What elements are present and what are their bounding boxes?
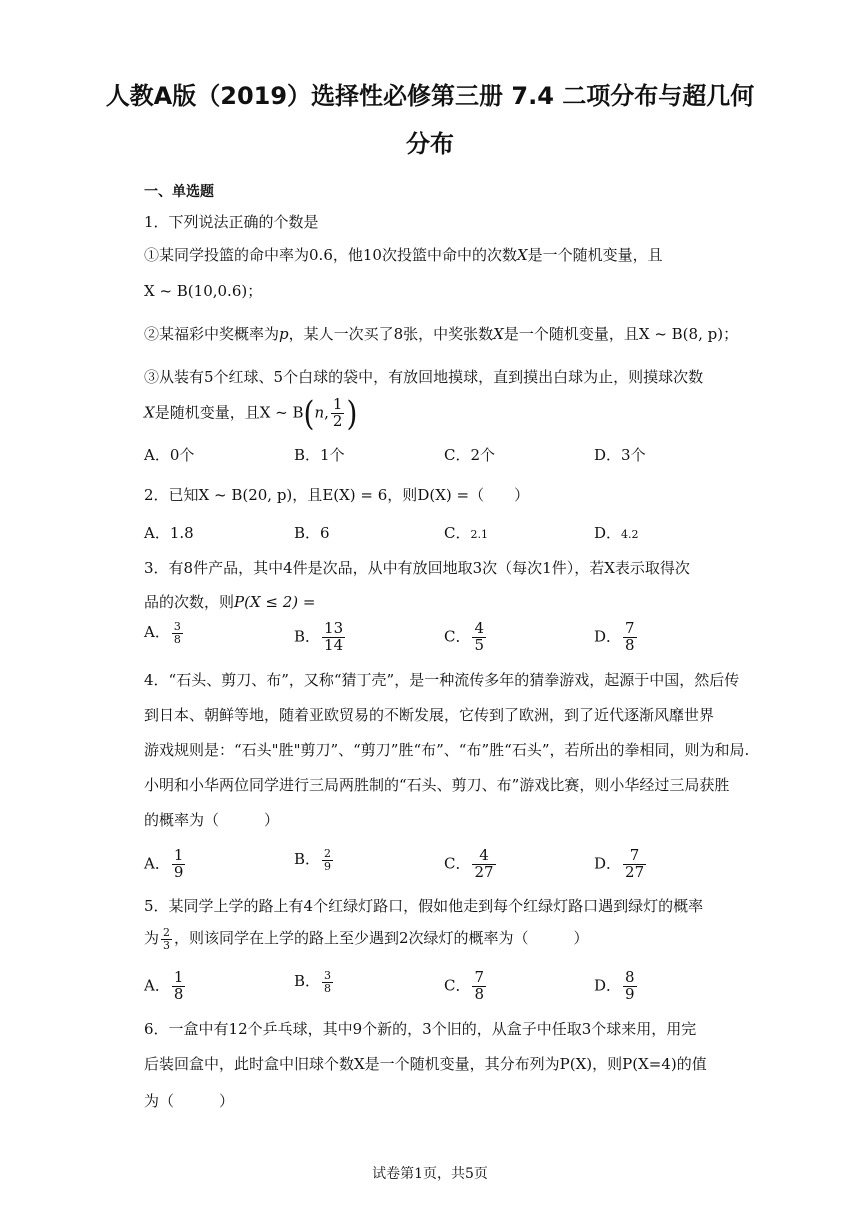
fraction: $\frac{2}{3}$ xyxy=(163,926,171,952)
q1-stem: 1．下列说法正确的个数是 xyxy=(144,213,319,231)
q1-option-d: D．3个 xyxy=(594,446,646,464)
q1-statement-2: ②某福彩中奖概率为p，某人一次买了8张，中奖张数X是一个随机变量，且X ~ B(8, p)； xyxy=(144,325,739,343)
q1-option-a: A．0个 xyxy=(144,446,195,464)
fraction: $\frac{1}{2}$ xyxy=(332,395,343,430)
q4-line-2: 到日本、朝鲜等地，随着亚欧贸易的不断发展，它传到了欧洲，到了近代逐渐风靡世界 xyxy=(144,706,715,724)
section-heading: 一、单选题 xyxy=(144,184,214,200)
q2-option-b: B．6 xyxy=(294,524,330,542)
q4-line-5: 的概率为（ ） xyxy=(144,811,280,829)
q1-statement-3: ③从装有5个红球、5个白球的袋中，有放回地摸球，直到摸出白球为止，则摸球次数 xyxy=(144,368,704,386)
q4-line-1: 4．“石头、剪刀、布”，又称“猜丁壳”，是一种流传多年的猜拳游戏，起源于中国，然后传 xyxy=(144,671,740,689)
q1-option-c: C．2个 xyxy=(444,446,496,464)
q4-option-c: C． $\frac{4}{27}$ xyxy=(444,846,494,881)
page-title-continued: 分布 xyxy=(406,130,454,158)
page-footer: 试卷第1页，共5页 xyxy=(372,1166,488,1182)
q5-line-2: 为 $\frac{2}{3}$ ，则该同学在上学的路上至少遇到2次绿灯的概率为（ ） xyxy=(144,926,589,952)
q1-statement-1: ①某同学投篮的命中率为0.6，他10次投篮中命中的次数X是一个随机变量，且 xyxy=(144,246,663,264)
q5-option-a: A． $\frac{1}{8}$ xyxy=(144,968,184,1003)
q2-option-d: D．4.2 xyxy=(594,524,639,542)
q1-statement-1-formula: X ~ B(10,0.6)； xyxy=(144,282,263,300)
q5-line-1: 5．某同学上学的路上有4个红绿灯路口，假如他走到每个红绿灯路口遇到绿灯的概率 xyxy=(144,897,704,915)
q4-option-a: A． $\frac{1}{9}$ xyxy=(144,846,184,881)
q6-line-1: 6．一盒中有12个乒乓球，其中9个新的，3个旧的，从盒子中任取3个球来用，用完 xyxy=(144,1020,697,1038)
q5-option-d: D． $\frac{8}{9}$ xyxy=(594,968,635,1003)
q3-option-c: C． $\frac{4}{5}$ xyxy=(444,619,485,654)
q3-line-2: 品的次数，则P(X ≤ 2) = xyxy=(144,593,316,611)
page-title: 人教A版（2019）选择性必修第三册 7.4 二项分布与超几何 xyxy=(105,82,755,110)
q1-option-b: B．1个 xyxy=(294,446,345,464)
q1-statement-3-cont: X是随机变量，且X ~ B(n, $\frac{1}{2}$ ) xyxy=(144,393,358,434)
q2-option-c: C．2.1 xyxy=(444,524,488,542)
q4-line-3: 游戏规则是：“石头"胜"剪刀”、“剪刀”胜“布”、“布”胜“石头”，若所出的拳相同，则为和局. xyxy=(144,741,750,759)
q4-option-b: B． $\frac{2}{9}$ xyxy=(294,847,332,873)
q5-option-b: B． $\frac{3}{8}$ xyxy=(294,969,332,995)
q4-option-d: D． $\frac{7}{27}$ xyxy=(594,846,645,881)
q3-option-d: D． $\frac{7}{8}$ xyxy=(594,619,635,654)
q6-line-2: 后装回盒中，此时盒中旧球个数X是一个随机变量，其分布列为P(X)，则P(X=4)的值 xyxy=(144,1055,707,1073)
q3-option-a: A． $\frac{3}{8}$ xyxy=(144,620,181,646)
q2-option-a: A．1.8 xyxy=(144,524,194,542)
q3-line-1: 3．有8件产品，其中4件是次品，从中有放回地取3次（每次1件），若X表示取得次 xyxy=(144,559,690,577)
q3-option-b: B． $\frac{13}{14}$ xyxy=(294,619,344,654)
q2-stem: 2．已知X ~ B(20, p)，且E(X) = 6，则D(X) =（ ） xyxy=(144,486,530,504)
q4-line-4: 小明和小华两位同学进行三局两胜制的“石头、剪刀、布”游戏比赛，则小华经过三局获胜 xyxy=(144,776,730,794)
q6-line-3: 为（ ） xyxy=(144,1092,235,1110)
q5-option-c: C． $\frac{7}{8}$ xyxy=(444,968,485,1003)
